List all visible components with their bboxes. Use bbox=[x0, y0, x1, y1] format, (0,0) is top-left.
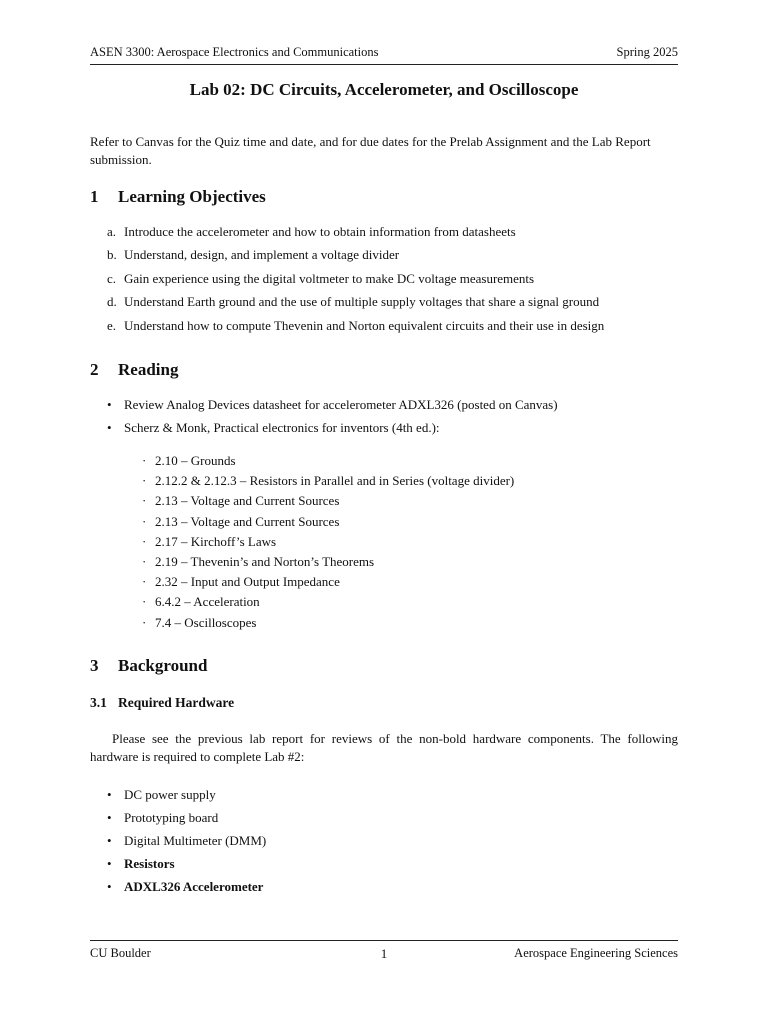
list-item bbox=[107, 419, 688, 442]
header-term: Spring 2025 bbox=[616, 45, 678, 59]
sublist-item-text: 2.13 – Voltage and Current Sources bbox=[155, 493, 340, 509]
list-item bbox=[107, 855, 688, 878]
footer-left: CU Boulder bbox=[90, 946, 151, 960]
section-heading-objectives bbox=[90, 187, 266, 207]
section-heading-reading bbox=[90, 360, 178, 380]
list-item-text: Understand Earth ground and the use of multiple supply voltages that share a signal ground bbox=[124, 294, 600, 310]
page-number: 1 bbox=[380, 946, 388, 961]
sub-marker: · bbox=[142, 513, 147, 529]
list-item bbox=[107, 832, 688, 855]
list-item bbox=[107, 317, 688, 340]
objectives-list bbox=[107, 223, 688, 340]
bullet-marker: • bbox=[107, 833, 112, 848]
list-marker: c. bbox=[107, 270, 117, 286]
sublist-item bbox=[142, 513, 514, 533]
list-item bbox=[107, 246, 688, 269]
list-item-text: Introduce the accelerometer and how to obtain information from datasheets bbox=[124, 224, 516, 239]
sublist-item bbox=[142, 452, 514, 472]
list-marker: b. bbox=[107, 247, 117, 263]
list-marker: e. bbox=[107, 317, 117, 333]
list-item bbox=[107, 809, 688, 832]
hardware-list bbox=[107, 786, 688, 901]
list-marker: d. bbox=[107, 294, 117, 310]
header-rule bbox=[90, 64, 678, 65]
sub-marker: · bbox=[142, 574, 147, 590]
running-header bbox=[90, 45, 678, 60]
sub-marker: · bbox=[142, 594, 147, 610]
sub-marker: · bbox=[142, 493, 147, 509]
reading-sublist bbox=[142, 452, 514, 634]
reading-list bbox=[107, 396, 688, 442]
list-item-text: ADXL326 Accelerometer bbox=[124, 879, 264, 894]
list-item-text: Understand, design, and implement a voltage divider bbox=[124, 247, 400, 263]
intro-paragraph: Refer to Canvas for the Quiz time and date, and for due dates for the Prelab Assignment and the Lab Report submission. bbox=[90, 134, 651, 167]
sublist-item-text: 2.17 – Kirchoff’s Laws bbox=[155, 533, 277, 549]
list-marker: a. bbox=[107, 224, 117, 239]
list-item bbox=[107, 223, 688, 246]
sublist-item bbox=[142, 472, 514, 492]
bullet-marker: • bbox=[107, 420, 112, 435]
sublist-item bbox=[142, 533, 514, 553]
bullet-marker: • bbox=[107, 856, 112, 871]
sublist-item bbox=[142, 573, 514, 593]
list-item-text: Digital Multimeter (DMM) bbox=[124, 833, 267, 848]
list-item-text: Prototyping board bbox=[124, 810, 219, 825]
sublist-item bbox=[142, 614, 514, 634]
section-title: Background bbox=[118, 656, 208, 675]
sub-marker: · bbox=[142, 553, 147, 569]
subsection-heading-required-hardware bbox=[90, 695, 234, 711]
section-title: Reading bbox=[118, 360, 179, 379]
list-item-text: Resistors bbox=[124, 856, 175, 871]
sublist-item-text: 2.32 – Input and Output Impedance bbox=[155, 574, 340, 590]
sublist-item-text: 7.4 – Oscilloscopes bbox=[155, 614, 257, 630]
sublist-item-text: 2.19 – Thevenin’s and Norton’s Theorems bbox=[155, 553, 375, 569]
list-item-text: Review Analog Devices datasheet for accelerometer ADXL326 (posted on Canvas) bbox=[124, 397, 558, 412]
subsection-title: Required Hardware bbox=[118, 695, 235, 710]
bullet-marker: • bbox=[107, 397, 112, 412]
sublist-item bbox=[142, 492, 514, 512]
sublist-item-text: 6.4.2 – Acceleration bbox=[155, 594, 260, 610]
sub-marker: · bbox=[142, 533, 147, 549]
document-title: Lab 02: DC Circuits, Accelerometer, and Oscilloscope bbox=[189, 80, 579, 99]
bullet-marker: • bbox=[107, 787, 112, 802]
bullet-marker: • bbox=[107, 879, 112, 894]
list-item bbox=[107, 293, 688, 316]
section-title: Learning Objectives bbox=[118, 187, 266, 206]
sub-marker: · bbox=[142, 473, 147, 489]
list-item-text: Scherz & Monk, Practical electronics for inventors (4th ed.): bbox=[124, 420, 440, 435]
bullet-marker: • bbox=[107, 810, 112, 825]
sublist-item-text: 2.12.2 & 2.12.3 – Resistors in Parallel and in Series (voltage divider) bbox=[155, 473, 515, 489]
section-heading-background bbox=[90, 656, 207, 676]
sublist-item-text: 2.13 – Voltage and Current Sources bbox=[155, 513, 340, 529]
sub-marker: · bbox=[142, 453, 147, 468]
section-number: 3 bbox=[90, 656, 99, 675]
sublist-item bbox=[142, 553, 514, 573]
section-number: 2 bbox=[90, 360, 99, 379]
footer-right: Aerospace Engineering Sciences bbox=[514, 946, 678, 960]
sub-marker: · bbox=[142, 614, 147, 630]
list-item-text: Gain experience using the digital voltmeter to make DC voltage measurements bbox=[124, 270, 535, 286]
section-number: 1 bbox=[90, 187, 99, 206]
footer-rule bbox=[90, 940, 678, 941]
list-item bbox=[107, 878, 688, 901]
list-item bbox=[107, 270, 688, 293]
hardware-paragraph: Please see the previous lab report for reviews of the non-bold hardware components. The following hardware is required to complete Lab #2: bbox=[90, 731, 678, 764]
sublist-item bbox=[142, 593, 514, 613]
list-item bbox=[107, 786, 688, 809]
list-item-text: DC power supply bbox=[124, 787, 216, 802]
header-course: ASEN 3300: Aerospace Electronics and Communications bbox=[90, 45, 379, 59]
list-item bbox=[107, 396, 688, 419]
sublist-item-text: 2.10 – Grounds bbox=[155, 453, 236, 468]
list-item-text: Understand how to compute Thevenin and Norton equivalent circuits and their use in design bbox=[124, 317, 605, 333]
subsection-number: 3.1 bbox=[90, 695, 107, 710]
